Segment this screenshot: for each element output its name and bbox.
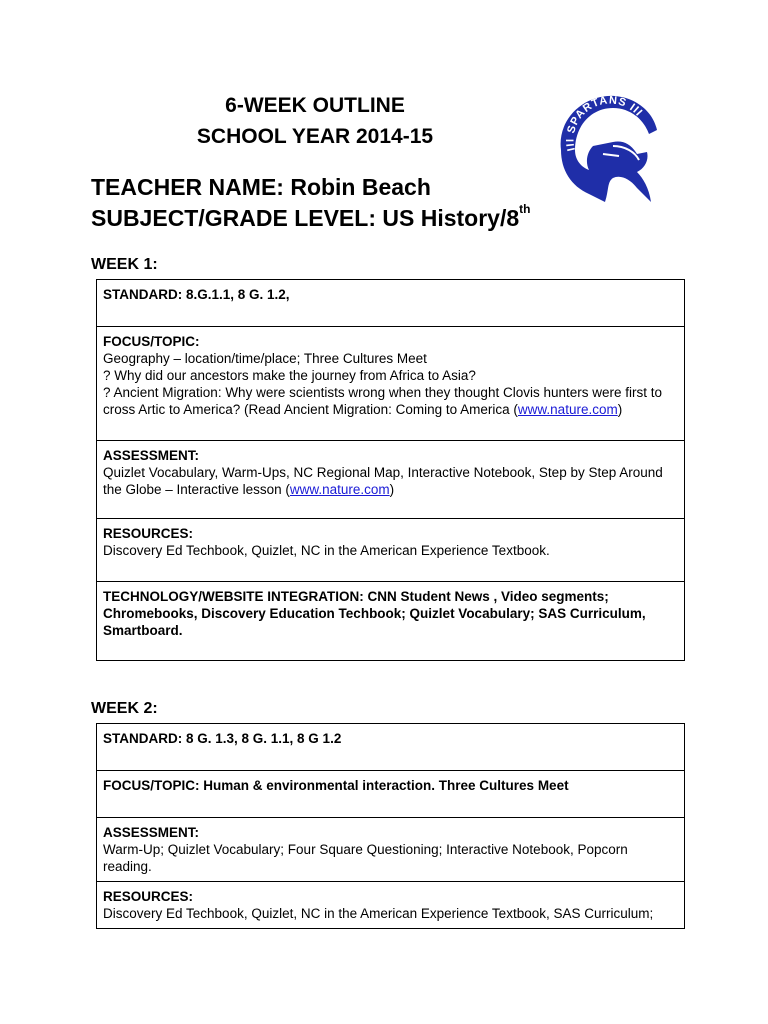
week1-assessment-heading: ASSESSMENT: — [103, 448, 200, 463]
week1-focus-link[interactable]: www.nature.com — [517, 402, 618, 417]
week2-heading: WEEK 2: — [91, 700, 158, 717]
week1-focus-line1: Geography – location/time/place; Three Cultures Meet — [103, 351, 427, 366]
week2-focus: FOCUS/TOPIC: Human & environmental interaction. Three Cultures Meet — [103, 778, 569, 793]
week1-resources-heading: RESOURCES: — [103, 526, 194, 541]
week1-heading: WEEK 1: — [91, 256, 158, 273]
week2-resources-heading: RESOURCES: — [103, 889, 194, 904]
week2-resources-row — [97, 882, 685, 929]
week1-table — [96, 279, 685, 661]
week1-assessment-text: Quizlet Vocabulary, Warm-Ups, NC Regional Map, Interactive Notebook, Step by Step Around the Globe – Interactive lesson (www.nature.com) — [103, 465, 663, 497]
week1-standard-row — [97, 280, 685, 327]
week1-focus-line2: ? Why did our ancestors make the journey from Africa to Asia? — [103, 368, 476, 383]
subject-grade-level: SUBJECT/GRADE LEVEL: US History/8th — [91, 202, 531, 231]
week1-focus-row — [97, 327, 685, 441]
week1-resources-text: Discovery Ed Techbook, Quizlet, NC in the American Experience Textbook. — [103, 543, 550, 558]
week1-focus-line3: ? Ancient Migration: Why were scientists wrong when they thought Clovis hunters were first to cross Artic to America? (Read Ancient Migration: Coming to America (www.nature.com) — [103, 385, 663, 417]
svg-text:III SPARTANS III: III SPARTANS III — [564, 94, 645, 153]
week2-assessment-row — [97, 818, 685, 882]
week2-assessment-heading: ASSESSMENT: — [103, 825, 200, 840]
week2-focus-row — [97, 771, 685, 818]
week2-assessment-text: Warm-Up; Quizlet Vocabulary; Four Square Questioning; Interactive Notebook, Popcorn reading. — [103, 842, 628, 874]
week1-focus-heading: FOCUS/TOPIC: — [103, 334, 200, 349]
spartans-logo — [553, 90, 663, 208]
week2-standard: STANDARD: 8 G. 1.3, 8 G. 1.1, 8 G 1.2 — [103, 731, 342, 746]
week1-standard: STANDARD: 8.G.1.1, 8 G. 1.2, — [103, 287, 290, 302]
week1-assessment-link[interactable]: www.nature.com — [289, 482, 390, 497]
week1-assessment-row — [97, 441, 685, 519]
week2-resources-text: Discovery Ed Techbook, Quizlet, NC in the American Experience Textbook, SAS Curriculum; — [103, 906, 654, 921]
week1-tech-text: TECHNOLOGY/WEBSITE INTEGRATION: CNN Student News , Video segments; Chromebooks, Discovery Education Techbook; Quizlet Vocabulary; SAS Curriculum, Smartboard. — [103, 589, 646, 638]
week1-tech-row — [97, 582, 685, 661]
document-title: 6-WEEK OUTLINE — [225, 94, 405, 117]
week2-table — [96, 723, 685, 929]
school-year-title: SCHOOL YEAR 2014-15 — [196, 125, 434, 148]
week2-standard-row — [97, 724, 685, 771]
week1-resources-row — [97, 519, 685, 582]
teacher-name: TEACHER NAME: Robin Beach — [91, 174, 431, 200]
